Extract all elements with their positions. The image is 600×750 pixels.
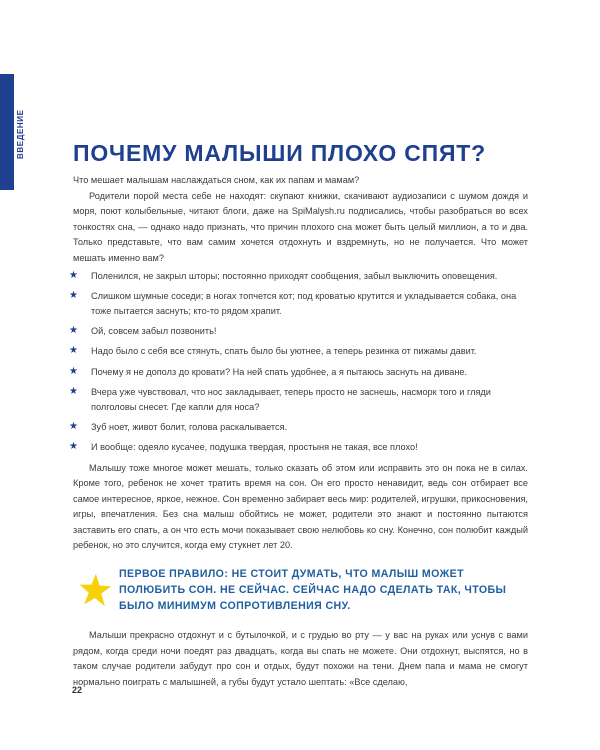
star-bullet-icon: ★: [69, 385, 78, 397]
star-bullet-icon: ★: [69, 325, 78, 337]
list-item: ★ Зуб ноет, живот болит, голова раскалывается.: [69, 421, 288, 433]
star-bullet-icon: ★: [69, 289, 78, 301]
star-bullet-icon: ★: [69, 441, 78, 453]
reasons-list: [69, 269, 528, 456]
list-item: ★ Почему я не дополз до кровати? На ней спать удобнее, а я пытаюсь заснуть на диване.: [69, 365, 468, 377]
page-title: ПОЧЕМУ МАЛЫШИ ПЛОХО СПЯТ?: [73, 140, 486, 166]
star-bullet-icon: ★: [69, 269, 78, 281]
page-number: 22: [72, 685, 83, 695]
list-item: ★ Надо было с себя все стянуть, спать было бы уютнее, а теперь резинка от пижамы давит.: [69, 345, 477, 357]
section-label: ВВЕДЕНИЕ: [16, 109, 25, 159]
paragraph-1: Родители порой места себе не находят: скупают книжки, скачивают аудиозаписи с шумом дождя и моря, поют колыбельные, читают блоги, даже на SpiMalysh.ru подписались, чтобы разобраться во всех тонкостях сна, — однако надо признать, что причин плохого сна может быть целый миллион, а то и два. Только представьте, что вам самим хочется отдохнуть и вздремнуть, но не получается. Что может мешать именно вам?: [73, 190, 528, 263]
yellow-star-icon: [77, 572, 113, 608]
intro-question: Что мешает малышам наслаждаться сном, как их папам и мамам?: [73, 175, 360, 185]
list-item: ★ Ой, совсем забыл позвонить!: [69, 325, 217, 337]
star-bullet-icon: ★: [69, 421, 78, 433]
star-bullet-icon: ★: [69, 345, 78, 357]
list-item: ★ Поленился, не закрыл шторы; постоянно приходят сообщения, забыл выключить оповещения.: [69, 269, 498, 281]
callout-text: ПЕРВОЕ ПРАВИЛО: НЕ СТОИТ ДУМАТЬ, ЧТО МАЛЫШ МОЖЕТ ПОЛЮБИТЬ СОН. НЕ СЕЙЧАС. СЕЙЧАС НАДО СДЕЛАТЬ ТАК, ЧТОБЫ БЫЛО МИНИМУМ СОПРОТИВЛЕНИЯ СНУ.: [119, 568, 507, 613]
paragraph-2: Малышу тоже многое может мешать, только сказать об этом или исправить это он пока не в силах. Кроме того, ребенок не хочет тратить время на сон. Он его просто ненавидит, ведь сон отбирает все самое интересное, яркое, нежное. Сон временно забирает весь мир: родителей, игрушки, прикосновения, игры, впечатления. Без сна малыш обойтись не может, родители это знают и постоянно пытаются заставить его спать, а он что есть мочи показывает свою нелюбовь ко сну. Конечно, сон полюбит каждый ребенок, но это случится, когда ему стукнет лет 20.: [73, 462, 528, 551]
paragraph-3: Малыши прекрасно отдохнут и с бутылочкой, и с грудью во рту — у вас на руках или уснув с вами рядом, когда среди ночи поедят раз двадцать, когда вы спать не можете. Они отдохнут, выспятся, но в таком случае родители забудут про сон и отдых, будут похожи на тени. Днем папа и мама не смогут нормально поиграть с малышней, а губы будут устало шептать: «Все сделаю,: [73, 630, 528, 687]
list-item: ★ И вообще: одеяло кусачее, подушка твердая, простыня не такая, все плохо!: [69, 441, 418, 453]
list-item: ★ Слишком шумные соседи; в ногах топчется кот; под кроватью крутится и укладывается собака, она тоже пытается заснуть; кто-то рядом храпит.: [69, 289, 517, 317]
rule-callout: [73, 566, 528, 614]
list-item: ★ Вчера уже чувствовал, что нос закладывает, теперь просто не заснешь, насморк того и гляди полголовы снесет. Где капли для носа?: [69, 385, 491, 413]
section-tab-marker: [0, 74, 14, 190]
star-bullet-icon: ★: [69, 365, 78, 377]
